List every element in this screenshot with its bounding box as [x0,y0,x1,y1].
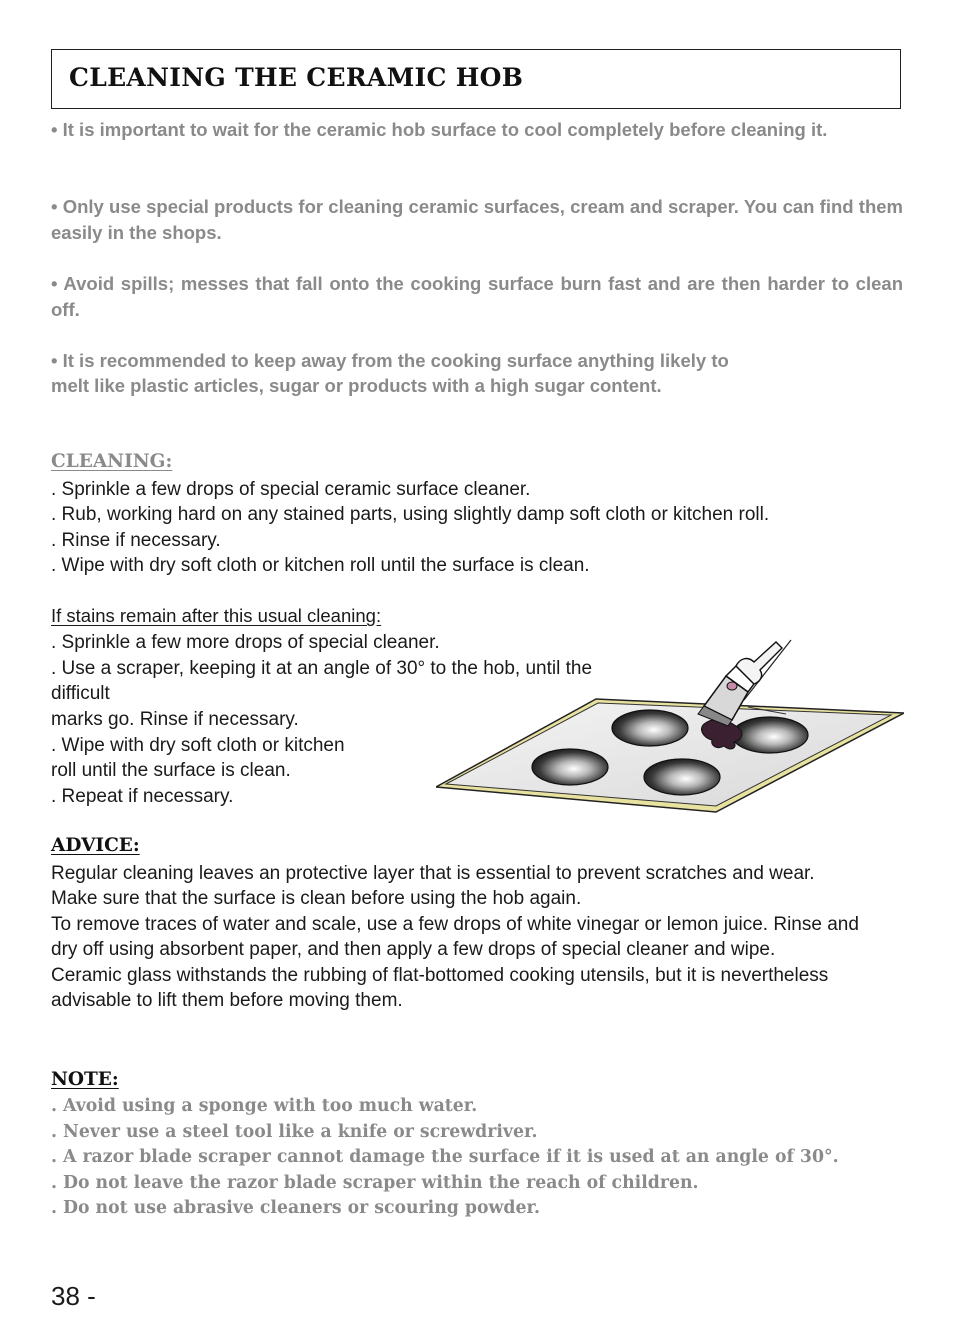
stains-line: marks go. Rinse if necessary. [51,709,299,730]
cleaning-step: . Sprinkle a few drops of special ceramic surface cleaner. [51,479,531,500]
warning-melting-items: • It is recommended to keep away from the cooking surface anything likely to [51,350,729,371]
stains-line: . Sprinkle a few more drops of special cleaner. [51,632,440,653]
note-line: . Avoid using a sponge with too much water. [51,1096,478,1116]
note-line: . A razor blade scraper cannot damage the surface if it is used at an angle of 30°. [51,1147,839,1167]
advice-line: Regular cleaning leaves an protective layer that is essential to prevent scratches and wear. [51,863,815,884]
warning-avoid-spills: • Avoid spills; messes that fall onto the cooking surface burn fast and are then harder to clean off. [51,273,903,320]
cleaning-step: . Wipe with dry soft cloth or kitchen roll until the surface is clean. [51,555,590,576]
cooking-zone [732,717,808,753]
stains-line: roll until the surface is clean. [51,760,291,781]
cooking-zone [644,759,720,795]
stains-line: . Use a scraper, keeping it at an angle of 30° to the hob, until the [51,658,593,679]
advice-line: Ceramic glass withstands the rubbing of flat-bottomed cooking utensils, but it is nevertheless [51,965,829,986]
cooking-zone [532,749,608,785]
page-title: CLEANING THE CERAMIC HOB [69,63,524,92]
advice-line: Make sure that the surface is clean before using the hob again. [51,888,582,909]
advice-line: To remove traces of water and scale, use a few drops of white vinegar or lemon juice. Rinse and [51,914,859,935]
cleaning-heading: CLEANING: [51,451,173,472]
warning-cool-down: • It is important to wait for the ceramic hob surface to cool completely before cleaning it. [51,119,828,140]
stains-heading: If stains remain after this usual cleaning: [51,605,382,626]
note-heading: NOTE: [51,1069,119,1090]
page-number: 38 - [51,1281,96,1311]
note-line: . Do not use abrasive cleaners or scouring powder. [51,1198,540,1218]
note-line: . Never use a steel tool like a knife or screwdriver. [51,1122,538,1142]
hob-scraper-illustration [436,636,904,814]
stains-line: . Repeat if necessary. [51,786,234,807]
warning-melting-items-cont: melt like plastic articles, sugar or products with a high sugar content. [51,375,662,396]
advice-heading: ADVICE: [51,835,140,856]
advice-line: advisable to lift them before moving them. [51,990,403,1011]
title-box [51,49,901,109]
stains-line: . Wipe with dry soft cloth or kitchen [51,735,345,756]
cleaning-step: . Rub, working hard on any stained parts, using slightly damp soft cloth or kitchen roll. [51,504,770,525]
cleaning-step: . Rinse if necessary. [51,530,221,551]
stains-line: difficult [51,683,110,704]
advice-line: dry off using absorbent paper, and then apply a few drops of special cleaner and wipe. [51,939,776,960]
note-line: . Do not leave the razor blade scraper within the reach of children. [51,1173,699,1193]
cooking-zone [612,710,688,746]
warning-special-products: • Only use special products for cleaning ceramic surfaces, cream and scraper. You can find them easily in the shops. [51,196,903,243]
